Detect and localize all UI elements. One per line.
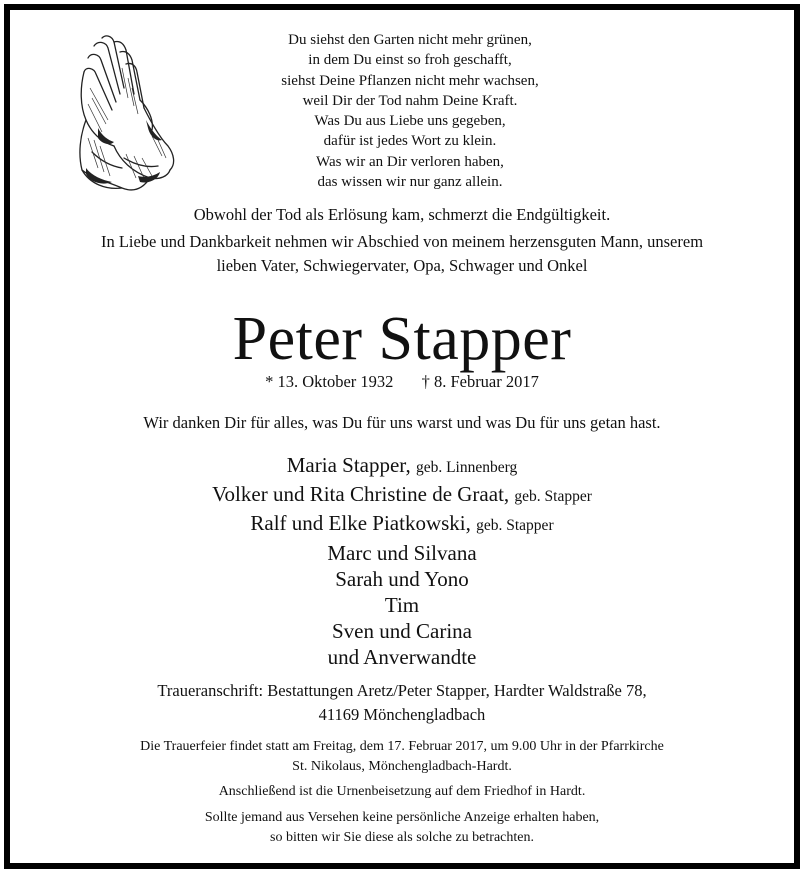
mourner-note: geb. Stapper: [514, 488, 592, 506]
intro-line-3: lieben Vater, Schwiegervater, Opa, Schwager und Onkel: [216, 256, 588, 275]
mourner-name: Volker und Rita Christine de Graat,: [212, 482, 510, 507]
ceremony-line-1: Die Trauerfeier findet statt am Freitag, dem 17. Februar 2017, um 9.00 Uhr in der Pfarrkirche: [140, 739, 664, 754]
life-dates: [10, 370, 794, 394]
mourner-name: Ralf und Elke Piatkowski,: [250, 511, 471, 536]
ceremony-info: [10, 737, 794, 776]
burial-line: Anschließend ist die Urnenbeisetzung auf dem Friedhof in Hardt.: [218, 784, 586, 799]
poem-line: weil Dir der Tod nahm Deine Kraft.: [302, 92, 518, 109]
mourner-name: Sven und Carina: [332, 619, 472, 644]
praying-hands-icon: [62, 28, 182, 200]
mourner-name: Sarah und Yono: [335, 566, 469, 591]
notice-line-2: so bitten wir Sie diese als solche zu betrachten.: [270, 829, 534, 845]
mourner-row: [10, 481, 794, 510]
burial-info: [10, 782, 794, 802]
poem-line: das wissen wir nur ganz allein.: [317, 174, 503, 191]
birth-date: * 13. Oktober 1932: [265, 372, 394, 391]
mourner-name: Tim: [384, 593, 420, 618]
memorial-poem: [210, 30, 610, 192]
poem-line: Was wir an Dir verloren haben,: [316, 153, 504, 170]
poem-line: Du siehst den Garten nicht mehr grünen,: [288, 32, 532, 48]
mourner-row: [10, 592, 794, 618]
notice-line-1: Sollte jemand aus Versehen keine persönliche Anzeige erhalten haben,: [204, 810, 600, 825]
mourner-row: [10, 644, 794, 670]
thanks-line: Wir danken Dir für alles, was Du für uns warst und was Du für uns getan hast.: [143, 413, 661, 432]
mourner-row: [10, 452, 794, 481]
intro-text: [10, 203, 794, 278]
mourner-note: geb. Linnenberg: [415, 459, 518, 476]
mourner-row: [10, 566, 794, 592]
intro-line-2: In Liebe und Dankbarkeit nehmen wir Abschied von meinem herzensguten Mann, unserem: [100, 232, 704, 251]
notice-info: [10, 808, 794, 847]
mourner-row: [10, 618, 794, 644]
poem-line: dafür ist jedes Wort zu klein.: [323, 133, 497, 150]
deceased-name: Peter Stapper: [232, 305, 572, 373]
poem-line: in dem Du einst so froh geschafft,: [308, 52, 512, 69]
obituary-notice: [10, 10, 794, 863]
mourner-row: [10, 510, 794, 539]
mourners-list: [10, 452, 794, 671]
address-line-1: Traueranschrift: Bestattungen Aretz/Peter Stapper, Hardter Waldstraße 78,: [157, 681, 647, 700]
address-line-2: 41169 Mönchengladbach: [318, 704, 486, 724]
death-date: † 8. Februar 2017: [421, 372, 539, 391]
mourner-name: und Anverwandte: [327, 645, 477, 670]
poem-line: siehst Deine Pflanzen nicht mehr wachsen,: [281, 72, 539, 89]
ceremony-line-2: St. Nikolaus, Mönchengladbach-Hardt.: [292, 758, 512, 774]
mourning-address: [10, 679, 794, 726]
mourner-row: [10, 540, 794, 566]
poem-line: Was Du aus Liebe uns gegeben,: [314, 113, 506, 130]
mourner-name: Marc und Silvana: [327, 540, 477, 565]
intro-line-1: Obwohl der Tod als Erlösung kam, schmerzt die Endgültigkeit.: [193, 205, 611, 224]
mourner-name: Maria Stapper,: [286, 453, 411, 477]
mourner-note: geb. Stapper: [476, 517, 554, 535]
